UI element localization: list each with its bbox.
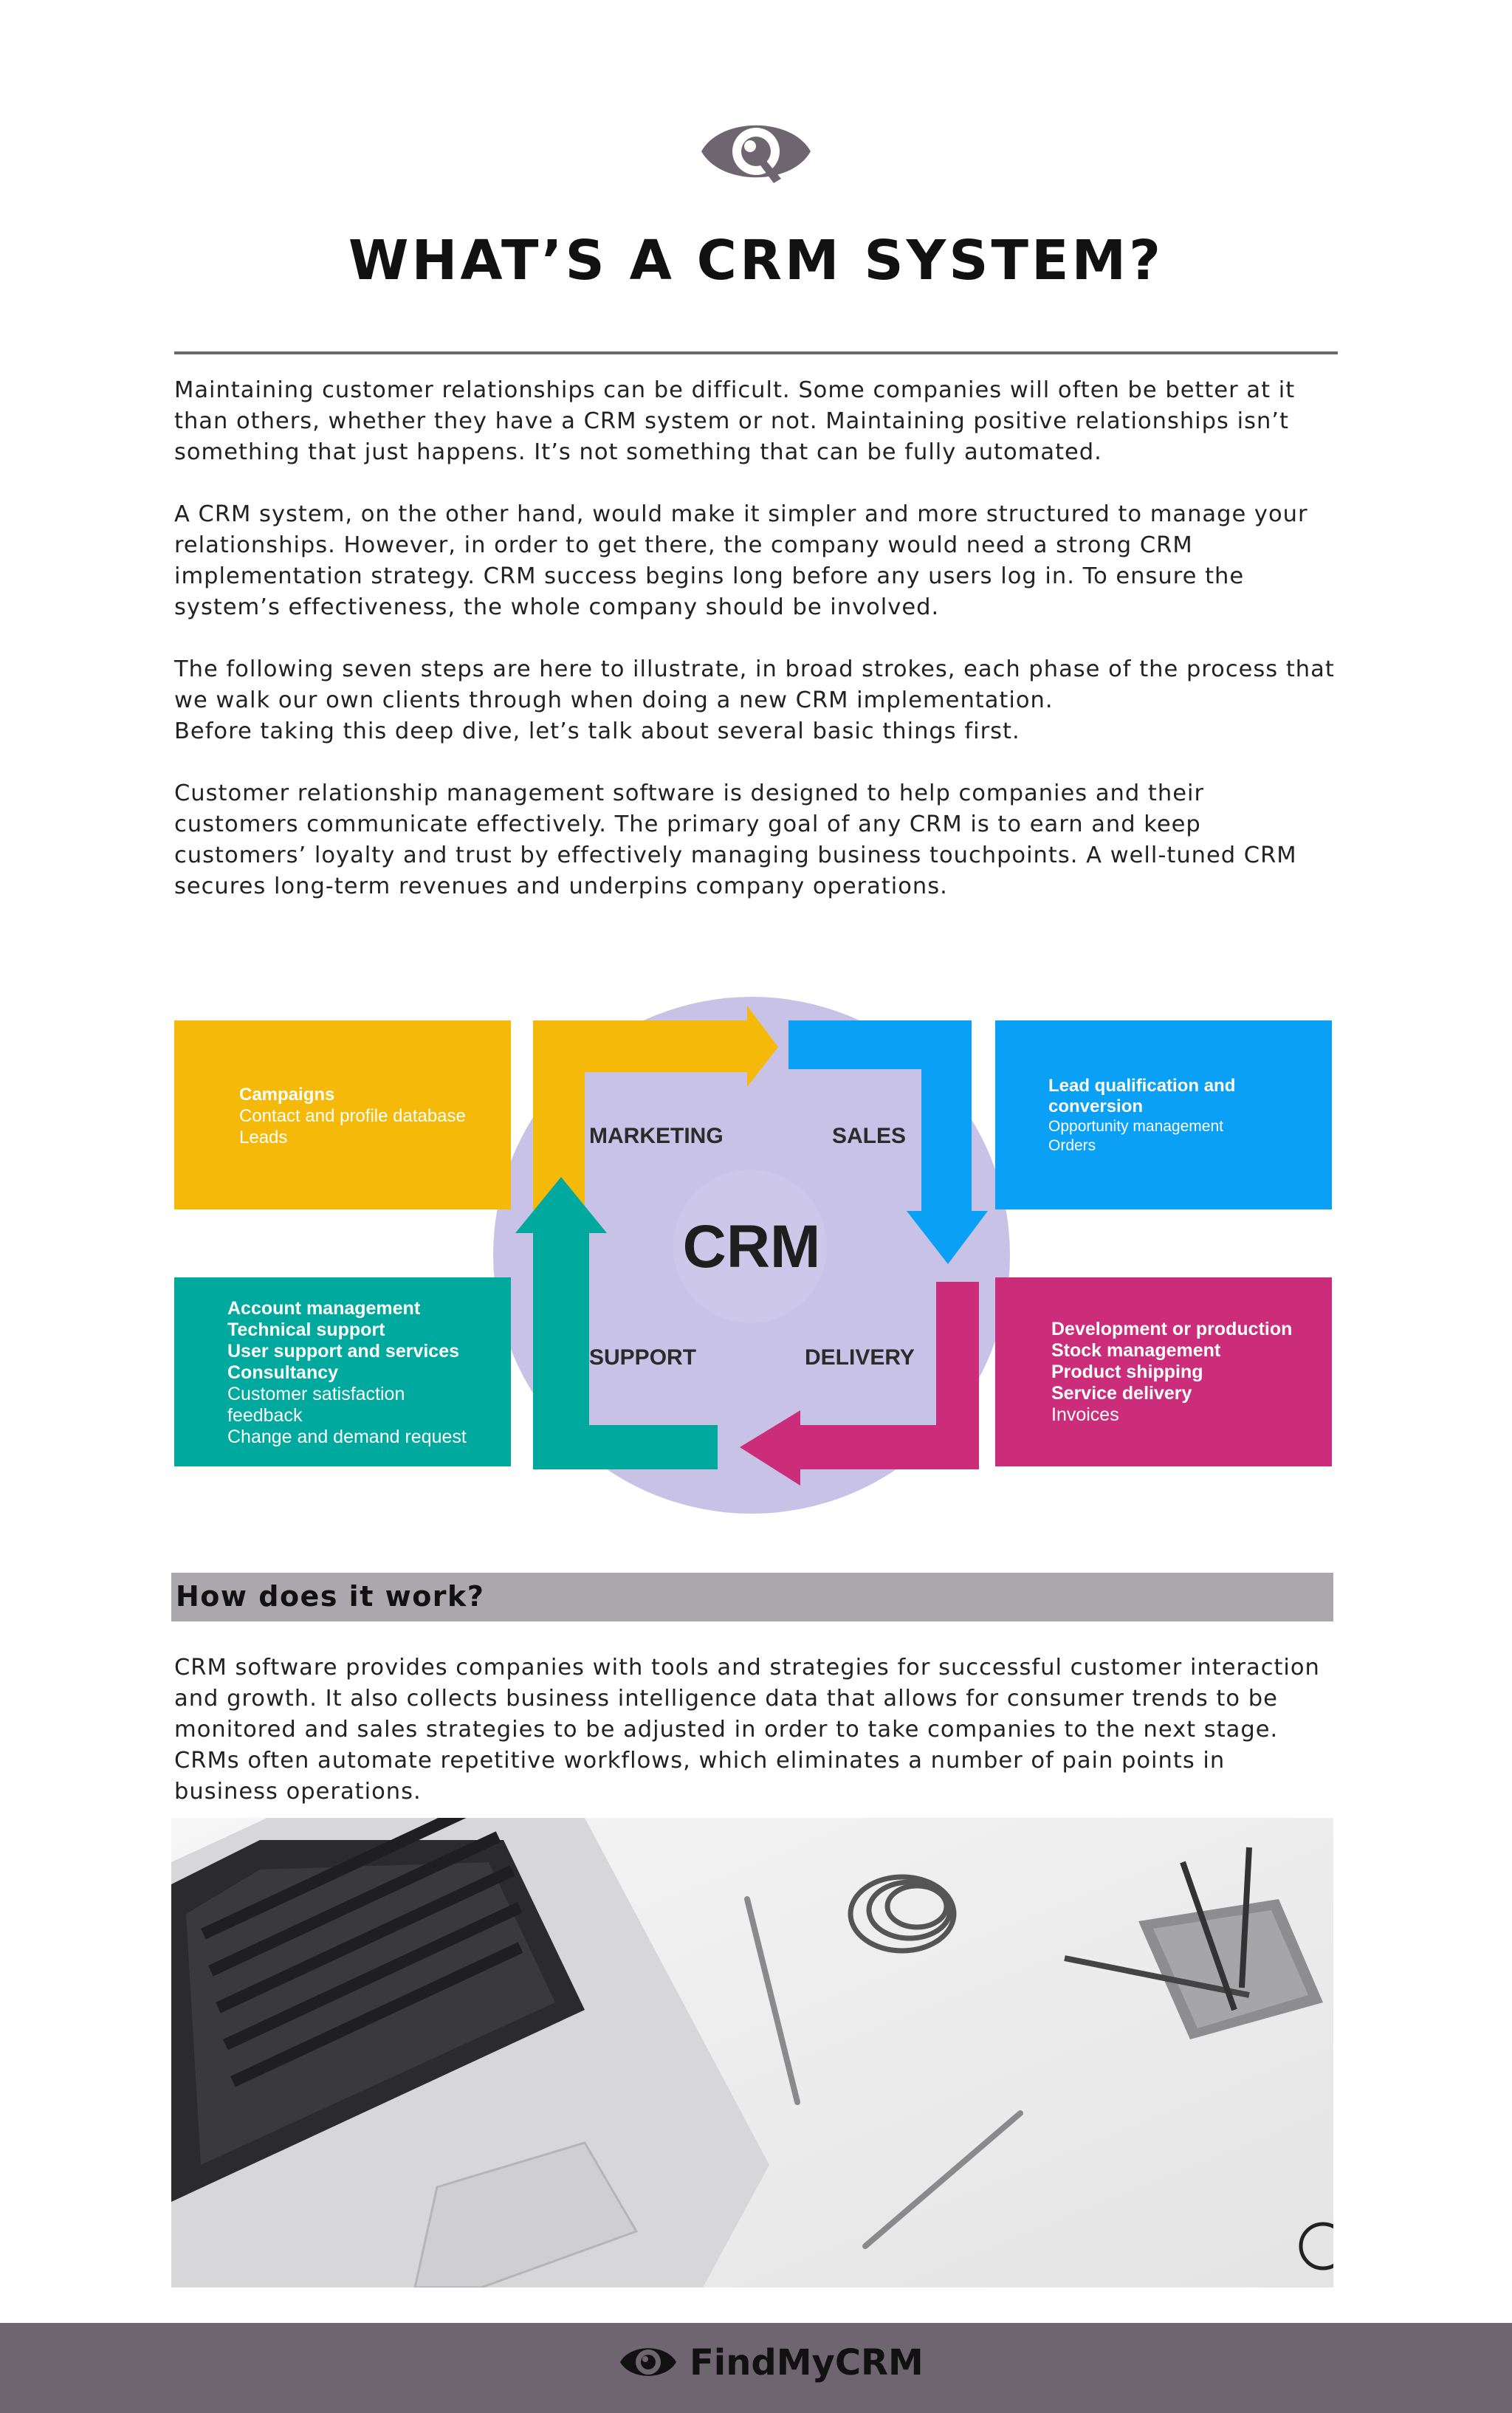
eye-logo-icon [619, 2341, 678, 2383]
crm-center-label: CRM [682, 1213, 821, 1280]
delivery-item: Stock management [1051, 1340, 1221, 1361]
sales-box [995, 1020, 1332, 1209]
delivery-item: Service delivery [1051, 1383, 1192, 1404]
footer-brand: FindMyCRM [690, 2342, 924, 2383]
intro-paragraph-4: Customer relationship management software is designed to help companies and their customers communicate effectively. The primary goal of any CRM is to earn and keep customers’ loyalty and trust by effectively managing business touchpoints. A well-tuned CRM secures long-term revenues and underpins company operations. [174, 780, 1297, 899]
delivery-item: Invoices [1051, 1404, 1119, 1425]
support-item: Change and demand request [227, 1427, 467, 1447]
title-divider [174, 351, 1338, 354]
intro-paragraph-3: The following seven steps are here to illustrate, in broad strokes, each phase of the process that we walk our own clients through when doing a new CRM implementation. Before taking this deep dive, let’s talk about several basic things first. [174, 656, 1335, 744]
intro-paragraph-2: A CRM system, on the other hand, would make it simpler and more structured to manage your relationships. However, in order to get there, the company would need a strong CRM implementation strategy. CRM success begins long before any users log in. To ensure the system’s effectiveness, the whole company should be involved. [174, 501, 1308, 620]
support-item: User support and services [227, 1341, 460, 1362]
desk-photo [171, 1818, 1333, 2287]
sales-item: conversion [1048, 1096, 1144, 1116]
sales-label: SALES [832, 1124, 907, 1148]
section-title: How does it work? [176, 1580, 485, 1613]
sales-item: Orders [1048, 1137, 1096, 1154]
support-item: feedback [227, 1405, 303, 1426]
section-paragraph: CRM software provides companies with tools and strategies for successful customer interaction and growth. It also collects business intelligence data that allows for consumer trends to be monitored and sales strategies to be adjusted in order to take companies to the next stage. CRMs often automate repetitive workflows, which eliminates a number of pain points in business operations. [174, 1655, 1320, 1805]
delivery-item: Product shipping [1051, 1362, 1203, 1382]
crm-cycle-diagram [171, 989, 1341, 1521]
marketing-item: Contact and profile database [239, 1106, 466, 1126]
page-title: WHAT’S A CRM SYSTEM? [348, 229, 1164, 292]
marketing-item: Leads [239, 1127, 288, 1147]
support-item: Consultancy [227, 1362, 339, 1383]
delivery-item: Development or production [1051, 1319, 1293, 1339]
sales-item: Opportunity management [1048, 1118, 1223, 1135]
support-item: Technical support [227, 1319, 385, 1340]
marketing-label: MARKETING [589, 1124, 724, 1148]
marketing-item: Campaigns [239, 1085, 335, 1105]
sales-item: Lead qualification and [1048, 1076, 1236, 1096]
support-item: Account management [227, 1298, 421, 1319]
delivery-label: DELIVERY [805, 1345, 915, 1370]
eye-icon [698, 111, 814, 192]
support-label: SUPPORT [589, 1345, 697, 1370]
support-item: Customer satisfaction [227, 1384, 405, 1404]
intro-paragraph-1: Maintaining customer relationships can be difficult. Some companies will often be better at it than others, whether they have a CRM system or not. Maintaining positive relationships isn’t something that just happens. It’s not something that can be fully automated. [174, 377, 1296, 465]
